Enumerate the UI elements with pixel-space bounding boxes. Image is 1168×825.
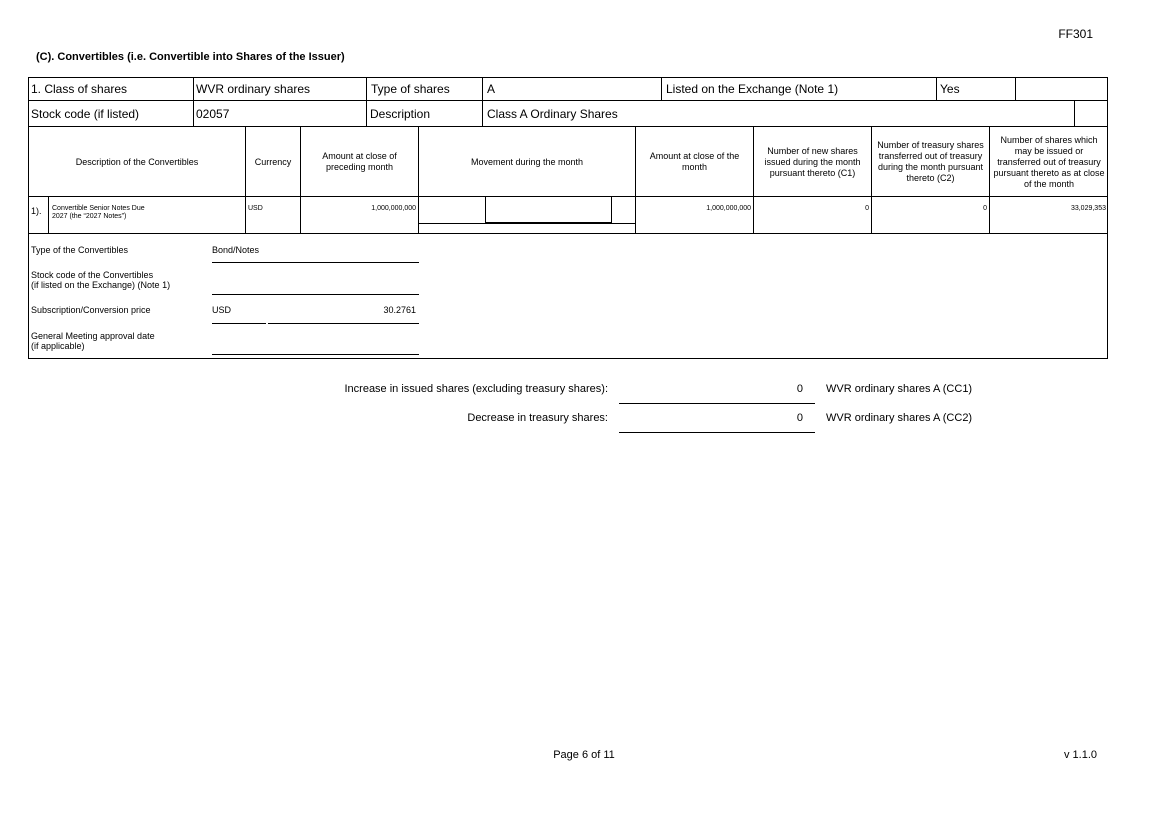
convertible-new-shares: 0 bbox=[865, 205, 869, 212]
header-currency: Currency bbox=[254, 156, 292, 167]
convertible-amount-prev: 1,000,000,000 bbox=[371, 205, 416, 212]
convertible-may-issue: 33,029,353 bbox=[1070, 205, 1106, 212]
convertible-amount-close: 1,000,000,000 bbox=[706, 205, 751, 212]
row-index: 1). bbox=[31, 206, 42, 216]
header-treasury: Number of treasury shares transferred out of treasury during the month pursuant thereto (C2) bbox=[877, 140, 984, 183]
decrease-unit: WVR ordinary shares A (CC2) bbox=[826, 412, 973, 424]
movement-input bbox=[485, 197, 612, 223]
header-new-shares: Number of new shares issued during the month pursuant thereto (C1) bbox=[764, 145, 861, 178]
decrease-label: Decrease in treasury shares: bbox=[467, 412, 608, 424]
increase-label: Increase in issued shares (excluding treasury shares): bbox=[344, 383, 608, 395]
convertible-description: Convertible Senior Notes Due 2027 (the “2027 Notes”) bbox=[52, 205, 145, 220]
increase-unit: WVR ordinary shares A (CC1) bbox=[826, 383, 973, 395]
gm-approval-label-line2: (if applicable) bbox=[31, 341, 85, 351]
convertible-currency: USD bbox=[248, 205, 263, 212]
conversion-price-currency: USD bbox=[212, 305, 232, 315]
gm-approval-label-line1: General Meeting approval date bbox=[31, 331, 155, 341]
listed-value: Yes bbox=[940, 82, 960, 96]
convertible-treasury: 0 bbox=[983, 205, 987, 212]
gm-approval-label bbox=[31, 331, 155, 351]
type-of-convertibles-label: Type of the Convertibles bbox=[31, 245, 129, 255]
version: v 1.1.0 bbox=[1063, 749, 1097, 761]
stock-code-label: Stock code (if listed) bbox=[31, 107, 140, 121]
conversion-price-label: Subscription/Conversion price bbox=[31, 305, 151, 315]
stock-code-value: 02057 bbox=[196, 107, 230, 121]
class-of-shares-label: 1. Class of shares bbox=[31, 82, 128, 96]
form-code: FF301 bbox=[1058, 27, 1093, 41]
stock-code-convertibles-label-line2: (if listed on the Exchange) (Note 1) bbox=[31, 280, 171, 290]
conversion-price-value: 30.2761 bbox=[383, 305, 416, 315]
page-number: Page 6 of 11 bbox=[553, 749, 615, 761]
header-may-issue: Number of shares which may be issued or transferred out of treasury pursuant thereto as at close of the month bbox=[993, 134, 1105, 189]
type-of-shares-value: A bbox=[487, 82, 496, 96]
header-movement: Movement during the month bbox=[470, 156, 584, 167]
convertible-details bbox=[28, 234, 1108, 359]
class-of-shares-value: WVR ordinary shares bbox=[196, 82, 311, 96]
description-label: Description bbox=[370, 107, 431, 121]
stock-code-convertibles-label-line1: Stock code of the Convertibles bbox=[31, 270, 154, 280]
listed-label: Listed on the Exchange (Note 1) bbox=[666, 82, 839, 96]
decrease-value: 0 bbox=[796, 412, 803, 424]
header-amount-prev: Amount at close of preceding month bbox=[322, 151, 397, 172]
header-amount-close: Amount at close of the month bbox=[649, 151, 740, 172]
increase-value: 0 bbox=[796, 383, 803, 395]
description-value: Class A Ordinary Shares bbox=[487, 107, 618, 121]
type-of-convertibles-value: Bond/Notes bbox=[212, 245, 260, 255]
stock-code-convertibles-label bbox=[31, 270, 170, 290]
section-title: (C). Convertibles (i.e. Convertible into Shares of the Issuer) bbox=[36, 51, 345, 63]
header-description: Description of the Convertibles bbox=[75, 156, 199, 167]
type-of-shares-label: Type of shares bbox=[371, 82, 450, 96]
